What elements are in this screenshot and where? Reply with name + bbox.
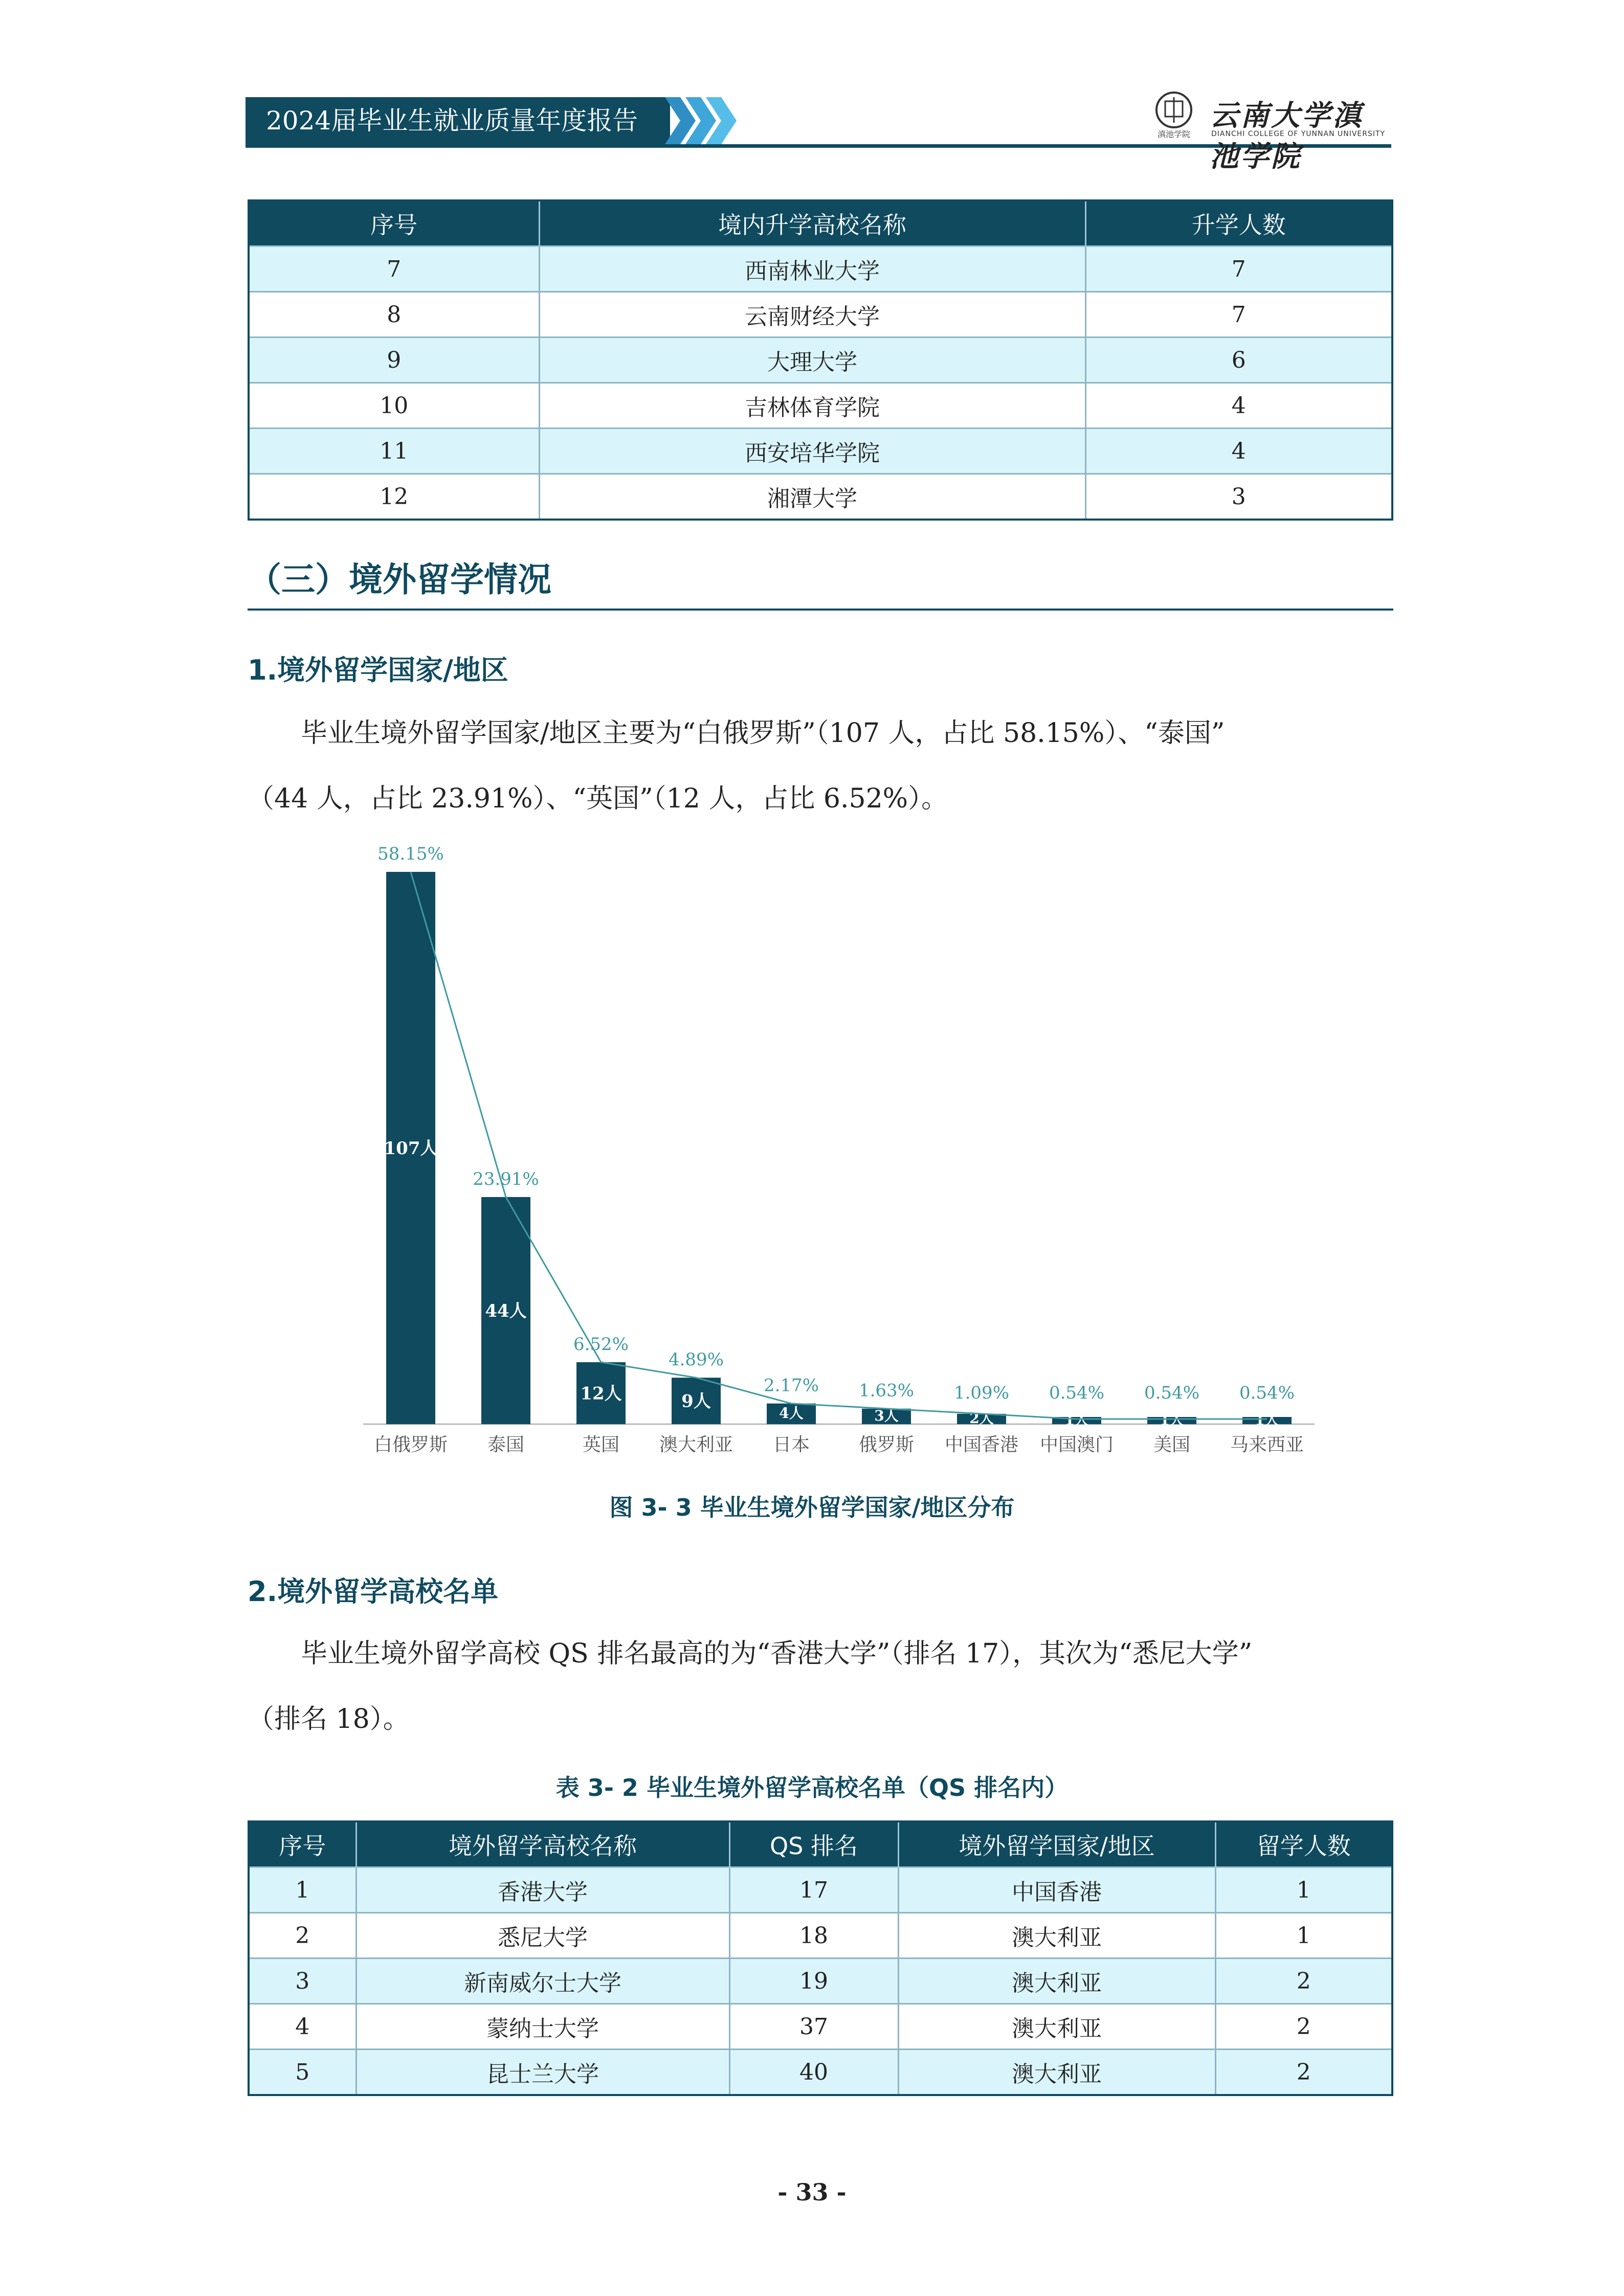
table-cell: 新南威尔士大学	[356, 1959, 729, 2004]
percentage-label: 1.63%	[858, 1380, 915, 1401]
percentage-label: 6.52%	[573, 1334, 629, 1355]
table-cell: 8	[249, 292, 539, 337]
college-name: 云南大学滇池学院	[1210, 99, 1363, 173]
table-cell: 11	[249, 429, 539, 474]
section-rule	[248, 609, 1393, 611]
x-tick-label: 中国香港	[944, 1434, 1019, 1455]
table-cell: 蒙纳士大学	[356, 2004, 729, 2050]
percentage-label: 1.09%	[953, 1383, 1010, 1403]
table-cell: 7	[1085, 246, 1392, 292]
column-header: 境外留学国家/地区	[898, 1821, 1215, 1867]
table-row	[249, 474, 1392, 520]
percentage-label: 0.54%	[1049, 1383, 1105, 1403]
table-cell: 17	[729, 1867, 898, 1913]
table-cell: 19	[729, 1959, 898, 2004]
bar-value-label: 4人	[779, 1404, 804, 1422]
table-row	[249, 1867, 1392, 1913]
figure-caption: 图 3- 3 毕业生境外留学国家/地区分布	[609, 1494, 1015, 1521]
table-cell: 云南财经大学	[539, 292, 1085, 337]
bar-value-label: 1人	[1160, 1411, 1184, 1428]
percentage-label: 2.17%	[763, 1375, 819, 1396]
table-row	[249, 2050, 1392, 2096]
percentage-label: 58.15%	[377, 844, 444, 864]
section-title: （三）境外留学情况	[248, 560, 551, 599]
table-cell: 1	[249, 1867, 356, 1913]
table-cell: 西南林业大学	[539, 246, 1085, 292]
bar-value-label: 1人	[1064, 1411, 1089, 1428]
paragraph-line: （排名 18）。	[248, 1704, 410, 1735]
table-row	[249, 383, 1392, 429]
table-row	[249, 337, 1392, 383]
subsection-title-universities: 2.境外留学高校名单	[248, 1575, 499, 1608]
overseas-university-table	[248, 1820, 1393, 2096]
seal-text: 滇池学院	[1157, 129, 1191, 139]
x-tick-label: 英国	[582, 1434, 620, 1455]
college-logo	[1146, 87, 1391, 173]
table-cell: 2	[249, 1913, 356, 1959]
table-cell: 吉林体育学院	[539, 383, 1085, 429]
table-cell: 2	[1215, 1959, 1392, 2004]
x-tick-label: 澳大利亚	[659, 1434, 733, 1455]
column-header: QS 排名	[729, 1821, 898, 1867]
column-header: 境外留学高校名称	[356, 1821, 729, 1867]
percentage-label: 0.54%	[1144, 1383, 1200, 1403]
column-header: 升学人数	[1085, 200, 1392, 246]
column-header: 序号	[249, 200, 539, 246]
table-cell: 18	[729, 1913, 898, 1959]
table-cell: 澳大利亚	[898, 2004, 1215, 2050]
percentage-line	[411, 872, 1267, 1419]
table-cell: 7	[249, 246, 539, 292]
table-cell: 3	[249, 1959, 356, 2004]
domestic-further-study-table	[248, 199, 1393, 521]
table-cell: 2	[1215, 2050, 1392, 2096]
chevron-arrows-icon	[665, 97, 742, 144]
table-cell: 西安培华学院	[539, 429, 1085, 474]
bar-value-label: 12人	[580, 1383, 622, 1404]
table-cell: 澳大利亚	[898, 2050, 1215, 2096]
percentage-label: 0.54%	[1239, 1383, 1295, 1403]
table-row	[249, 2004, 1392, 2050]
bar-value-label: 44人	[485, 1300, 527, 1321]
table-cell: 湘潭大学	[539, 474, 1085, 520]
college-english-name: DIANCHI COLLEGE OF YUNNAN UNIVERSITY	[1211, 130, 1386, 138]
table-cell: 澳大利亚	[898, 1913, 1215, 1959]
column-header: 境内升学高校名称	[539, 200, 1085, 246]
table-cell: 悉尼大学	[356, 1913, 729, 1959]
table-cell: 大理大学	[539, 337, 1085, 383]
subsection-title-countries: 1.境外留学国家/地区	[248, 654, 508, 686]
table-cell: 37	[729, 2004, 898, 2050]
column-header: 留学人数	[1215, 1821, 1392, 1867]
paragraph-line: （44 人，占比 23.91%）、“英国”（12 人，占比 6.52%）。	[248, 783, 948, 814]
x-tick-label: 日本	[772, 1434, 810, 1455]
table-row	[249, 429, 1392, 474]
x-tick-label: 俄罗斯	[858, 1434, 915, 1455]
table-cell: 40	[729, 2050, 898, 2096]
x-tick-label: 美国	[1153, 1434, 1191, 1455]
table-cell: 3	[1085, 474, 1392, 520]
paragraph-countries	[248, 701, 1391, 831]
bar-value-label: 3人	[874, 1407, 899, 1424]
table-cell: 1	[1215, 1913, 1392, 1959]
table-cell: 5	[249, 2050, 356, 2096]
paragraph-line: 毕业生境外留学国家/地区主要为“白俄罗斯”（107 人，占比 58.15%）、“泰国”	[301, 718, 1225, 749]
x-tick-label: 泰国	[487, 1434, 525, 1455]
table-header-row	[249, 1821, 1392, 1867]
table-header-row	[249, 200, 1392, 246]
table-cell: 6	[1085, 337, 1392, 383]
college-seal-icon	[1146, 87, 1202, 143]
table-cell: 1	[1215, 1867, 1392, 1913]
table-cell: 7	[1085, 292, 1392, 337]
table-cell: 昆士兰大学	[356, 2050, 729, 2096]
table-cell: 12	[249, 474, 539, 520]
bar-value-label: 2人	[969, 1409, 994, 1427]
table-cell: 澳大利亚	[898, 1959, 1215, 2004]
percentage-label: 23.91%	[473, 1168, 539, 1189]
bar-value-label: 9人	[681, 1391, 711, 1412]
percentage-label: 4.89%	[668, 1349, 724, 1370]
table-row	[249, 246, 1392, 292]
table-row	[249, 1959, 1392, 2004]
report-header-title: 2024届毕业生就业质量年度报告	[246, 97, 670, 144]
study-abroad-country-chart	[358, 834, 1330, 1462]
table-row	[249, 292, 1392, 337]
table-cell: 香港大学	[356, 1867, 729, 1913]
x-tick-label: 中国澳门	[1039, 1434, 1114, 1455]
table-cell: 4	[1085, 383, 1392, 429]
table-cell: 4	[249, 2004, 356, 2050]
bar-value-label: 1人	[1255, 1411, 1279, 1428]
bar-value-label: 107人	[384, 1138, 438, 1159]
x-tick-label: 白俄罗斯	[373, 1434, 448, 1455]
paragraph-universities	[248, 1621, 1391, 1752]
table-row	[249, 1913, 1392, 1959]
table-caption: 表 3- 2 毕业生境外留学高校名单（QS 排名内）	[555, 1774, 1069, 1802]
table-cell: 10	[249, 383, 539, 429]
table-cell: 4	[1085, 429, 1392, 474]
x-tick-label: 马来西亚	[1230, 1434, 1304, 1455]
paragraph-line: 毕业生境外留学高校 QS 排名最高的为“香港大学”（排名 17），其次为“悉尼大学”	[301, 1638, 1253, 1669]
page-number: - 33 -	[777, 2178, 847, 2206]
table-cell: 9	[249, 337, 539, 383]
table-cell: 中国香港	[898, 1867, 1215, 1913]
column-header: 序号	[249, 1821, 356, 1867]
table-cell: 2	[1215, 2004, 1392, 2050]
